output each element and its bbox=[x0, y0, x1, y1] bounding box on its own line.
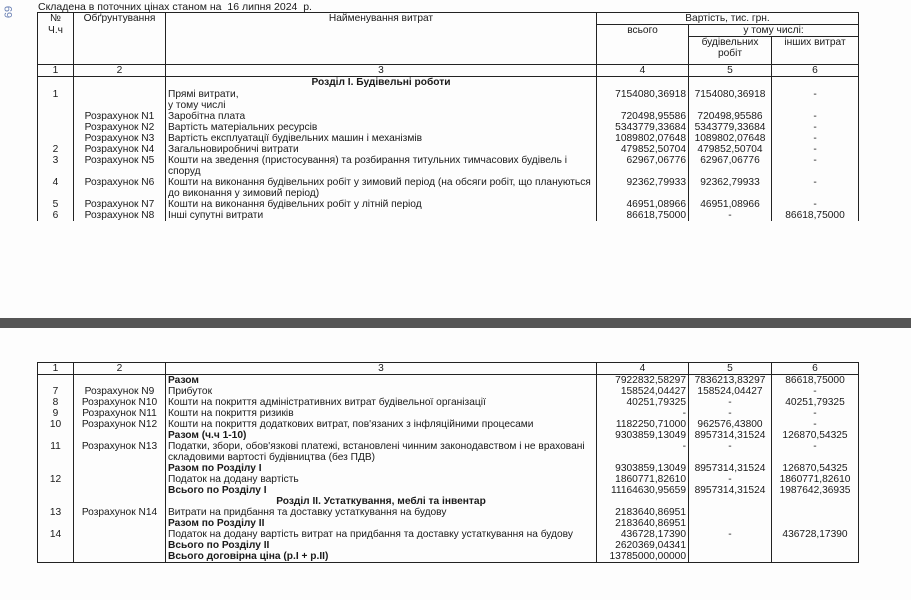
row-number bbox=[38, 496, 74, 507]
row-construction bbox=[689, 551, 772, 563]
row-basis bbox=[74, 89, 166, 100]
margin-handwritten-number: 69 bbox=[3, 5, 16, 19]
row-total: 5343779,33684 bbox=[597, 122, 689, 133]
row-number: 14 bbox=[38, 529, 74, 540]
row-total: 92362,79933 bbox=[597, 177, 689, 199]
col-number-1: 1 bbox=[38, 65, 74, 77]
row-number bbox=[38, 551, 74, 563]
row-name: Витрати на придбання та доставку устаткування на будову bbox=[166, 507, 597, 518]
row-other: - bbox=[772, 199, 859, 210]
row-total: 7922832,58297 bbox=[597, 375, 689, 387]
row-construction: 8957314,31524 bbox=[689, 485, 772, 496]
row-basis bbox=[74, 375, 166, 387]
table-row bbox=[38, 463, 859, 474]
row-number bbox=[38, 430, 74, 441]
section-1-title: Розділ І. Будівельні роботи bbox=[166, 77, 597, 89]
row-number: 6 bbox=[38, 210, 74, 221]
row-other bbox=[772, 518, 859, 529]
table-row bbox=[38, 375, 859, 387]
row-basis: Розрахунок N1 bbox=[74, 111, 166, 122]
col-number-4: 4 bbox=[597, 65, 689, 77]
row-basis: Розрахунок N8 bbox=[74, 210, 166, 221]
row-name: Податок на додану вартість витрат на придбання та доставку устаткування на будову bbox=[166, 529, 597, 540]
row-other: 1860771,82610 bbox=[772, 474, 859, 485]
row-name: Разом по Розділу ІІ bbox=[166, 518, 597, 529]
table-row bbox=[38, 177, 859, 199]
col-number-5: 5 bbox=[689, 65, 772, 77]
table-row bbox=[38, 496, 859, 507]
row-total: 62967,06776 bbox=[597, 155, 689, 177]
row-basis bbox=[74, 518, 166, 529]
row-number bbox=[38, 540, 74, 551]
col-number-6: 6 bbox=[772, 363, 859, 375]
row-number bbox=[38, 133, 74, 144]
row-name: Кошти на покриття ризиків bbox=[166, 408, 597, 419]
row-total: 436728,17390 bbox=[597, 529, 689, 540]
estimate-table-page-1 bbox=[37, 12, 859, 221]
row-total: 158524,04427 bbox=[597, 386, 689, 397]
table-row bbox=[38, 133, 859, 144]
row-total: 7154080,36918 bbox=[597, 89, 689, 100]
row-construction: - bbox=[689, 408, 772, 419]
row-total: 1860771,82610 bbox=[597, 474, 689, 485]
row-name: Кошти на виконання будівельних робіт у зимовий період (на обсяги робіт, що плануються до виконання у зимовий період) bbox=[166, 177, 597, 199]
row-name: Всього по Розділу ІІ bbox=[166, 540, 597, 551]
row-total: 13785000,00000 bbox=[597, 551, 689, 563]
row-number: 7 bbox=[38, 386, 74, 397]
row-basis: Розрахунок N5 bbox=[74, 155, 166, 177]
header-other: інших витрат bbox=[772, 37, 859, 65]
table-row bbox=[38, 155, 859, 177]
row-basis bbox=[74, 485, 166, 496]
row-name: Заробітна плата bbox=[166, 111, 597, 122]
row-construction bbox=[689, 100, 772, 111]
row-other: 126870,54325 bbox=[772, 463, 859, 474]
row-basis bbox=[74, 540, 166, 551]
row-total: 1089802,07648 bbox=[597, 133, 689, 144]
row-basis: Розрахунок N4 bbox=[74, 144, 166, 155]
table-row bbox=[38, 397, 859, 408]
row-name: Розділ ІІ. Устаткування, меблі та інвентар bbox=[166, 496, 597, 507]
row-number: 8 bbox=[38, 397, 74, 408]
row-number bbox=[38, 111, 74, 122]
row-total: 86618,75000 bbox=[597, 210, 689, 221]
row-basis: Розрахунок N7 bbox=[74, 199, 166, 210]
table-row bbox=[38, 122, 859, 133]
row-total: 9303859,13049 bbox=[597, 463, 689, 474]
header-cost: Вартість, тис. грн. bbox=[597, 13, 859, 25]
document-caption: Складена в поточних цінах станом на 16 липня 2024 р. bbox=[38, 1, 312, 13]
header-construction: будівельних робіт bbox=[689, 37, 772, 65]
row-name: Кошти на покриття додаткових витрат, пов'язаних з інфляційними процесами bbox=[166, 419, 597, 430]
row-name: у тому числі bbox=[166, 100, 597, 111]
header-including: у тому числі: bbox=[689, 25, 859, 37]
row-total: 2183640,86951 bbox=[597, 518, 689, 529]
col-number-3: 3 bbox=[166, 65, 597, 77]
row-number bbox=[38, 485, 74, 496]
row-number: 1 bbox=[38, 89, 74, 100]
row-basis bbox=[74, 463, 166, 474]
row-number: 11 bbox=[38, 441, 74, 463]
table-row bbox=[38, 89, 859, 100]
row-other bbox=[772, 496, 859, 507]
row-name: Разом (ч.ч 1-10) bbox=[166, 430, 597, 441]
row-name: Інші супутні витрати bbox=[166, 210, 597, 221]
row-total: 11164630,95659 bbox=[597, 485, 689, 496]
col-number-1: 1 bbox=[38, 363, 74, 375]
table-row bbox=[38, 144, 859, 155]
row-total: 479852,50704 bbox=[597, 144, 689, 155]
table-row bbox=[38, 518, 859, 529]
row-basis bbox=[74, 474, 166, 485]
table-row bbox=[38, 441, 859, 463]
row-other: 40251,79325 bbox=[772, 397, 859, 408]
row-basis bbox=[74, 496, 166, 507]
estimate-table-page-2 bbox=[37, 362, 859, 563]
row-other: 1987642,36935 bbox=[772, 485, 859, 496]
row-other bbox=[772, 540, 859, 551]
row-number: 2 bbox=[38, 144, 74, 155]
row-construction: 720498,95586 bbox=[689, 111, 772, 122]
header-basis: Обґрунтування bbox=[74, 13, 166, 65]
row-basis: Розрахунок N9 bbox=[74, 386, 166, 397]
table-row bbox=[38, 199, 859, 210]
row-name: Кошти на виконання будівельних робіт у літній період bbox=[166, 199, 597, 210]
row-total: 2183640,86951 bbox=[597, 507, 689, 518]
row-basis: Розрахунок N2 bbox=[74, 122, 166, 133]
col-number-4: 4 bbox=[597, 363, 689, 375]
row-name: Всього договірна ціна (р.І + р.ІІ) bbox=[166, 551, 597, 563]
row-other: - bbox=[772, 386, 859, 397]
row-other: 436728,17390 bbox=[772, 529, 859, 540]
row-name: Разом bbox=[166, 375, 597, 387]
row-name: Прибуток bbox=[166, 386, 597, 397]
row-name: Вартість експлуатації будівельних машин і механізмів bbox=[166, 133, 597, 144]
table-row bbox=[38, 210, 859, 221]
row-name: Загальновиробничі витрати bbox=[166, 144, 597, 155]
table-row bbox=[38, 485, 859, 496]
table-row bbox=[38, 507, 859, 518]
row-name: Кошти на зведення (пристосування) та розбирання титульних тимчасових будівель і споруд bbox=[166, 155, 597, 177]
table-row bbox=[38, 474, 859, 485]
row-number: 13 bbox=[38, 507, 74, 518]
row-basis: Розрахунок N6 bbox=[74, 177, 166, 199]
row-construction bbox=[689, 507, 772, 518]
row-name: Разом по Розділу І bbox=[166, 463, 597, 474]
row-number: 4 bbox=[38, 177, 74, 199]
row-other: - bbox=[772, 144, 859, 155]
row-other: - bbox=[772, 122, 859, 133]
row-name: Прямі витрати, bbox=[166, 89, 597, 100]
row-construction: 8957314,31524 bbox=[689, 463, 772, 474]
row-other bbox=[772, 551, 859, 563]
row-other: - bbox=[772, 133, 859, 144]
row-basis bbox=[74, 100, 166, 111]
row-construction: 92362,79933 bbox=[689, 177, 772, 199]
header-number: № Ч.ч bbox=[38, 13, 74, 65]
table-row bbox=[38, 540, 859, 551]
page-separator bbox=[0, 318, 911, 328]
row-other: - bbox=[772, 177, 859, 199]
row-construction: 158524,04427 bbox=[689, 386, 772, 397]
col-number-6: 6 bbox=[772, 65, 859, 77]
table-row bbox=[38, 386, 859, 397]
row-number bbox=[38, 122, 74, 133]
row-basis bbox=[74, 551, 166, 563]
row-basis bbox=[74, 529, 166, 540]
row-total: 9303859,13049 bbox=[597, 430, 689, 441]
row-total: 46951,08966 bbox=[597, 199, 689, 210]
row-total: 40251,79325 bbox=[597, 397, 689, 408]
row-total: - bbox=[597, 408, 689, 419]
row-number bbox=[38, 518, 74, 529]
row-construction: - bbox=[689, 529, 772, 540]
row-construction: 479852,50704 bbox=[689, 144, 772, 155]
row-name: Всього по Розділу І bbox=[166, 485, 597, 496]
header-total: всього bbox=[597, 25, 689, 65]
col-number-5: 5 bbox=[689, 363, 772, 375]
row-other: - bbox=[772, 89, 859, 100]
row-construction: 62967,06776 bbox=[689, 155, 772, 177]
table-row bbox=[38, 430, 859, 441]
row-basis: Розрахунок N10 bbox=[74, 397, 166, 408]
row-total: 720498,95586 bbox=[597, 111, 689, 122]
row-number: 10 bbox=[38, 419, 74, 430]
table-row bbox=[38, 529, 859, 540]
row-construction: - bbox=[689, 210, 772, 221]
row-name: Податок на додану вартість bbox=[166, 474, 597, 485]
row-construction: 5343779,33684 bbox=[689, 122, 772, 133]
document-page-2 bbox=[0, 328, 911, 600]
row-other: - bbox=[772, 155, 859, 177]
row-construction bbox=[689, 540, 772, 551]
row-basis: Розрахунок N3 bbox=[74, 133, 166, 144]
row-number: 12 bbox=[38, 474, 74, 485]
row-construction: - bbox=[689, 441, 772, 463]
row-number: 3 bbox=[38, 155, 74, 177]
row-total bbox=[597, 496, 689, 507]
row-construction: 7836213,83297 bbox=[689, 375, 772, 387]
row-number bbox=[38, 100, 74, 111]
row-number bbox=[38, 463, 74, 474]
col-number-2: 2 bbox=[74, 363, 166, 375]
row-other: 86618,75000 bbox=[772, 375, 859, 387]
row-number: 9 bbox=[38, 408, 74, 419]
row-other bbox=[772, 507, 859, 518]
row-other: - bbox=[772, 419, 859, 430]
row-other: - bbox=[772, 111, 859, 122]
row-other: - bbox=[772, 408, 859, 419]
row-total bbox=[597, 100, 689, 111]
row-name: Кошти на покриття адміністративних витрат будівельної організації bbox=[166, 397, 597, 408]
row-construction: 7154080,36918 bbox=[689, 89, 772, 100]
table-row bbox=[38, 100, 859, 111]
row-construction: 962576,43800 bbox=[689, 419, 772, 430]
row-basis: Розрахунок N13 bbox=[74, 441, 166, 463]
row-construction bbox=[689, 496, 772, 507]
row-number: 5 bbox=[38, 199, 74, 210]
row-other: 126870,54325 bbox=[772, 430, 859, 441]
row-construction: 1089802,07648 bbox=[689, 133, 772, 144]
row-basis: Розрахунок N14 bbox=[74, 507, 166, 518]
row-number bbox=[38, 375, 74, 387]
row-construction: 8957314,31524 bbox=[689, 430, 772, 441]
row-basis: Розрахунок N12 bbox=[74, 419, 166, 430]
table-row bbox=[38, 111, 859, 122]
row-construction: - bbox=[689, 397, 772, 408]
table-row bbox=[38, 408, 859, 419]
col-number-3: 3 bbox=[166, 363, 597, 375]
row-name: Вартість матеріальних ресурсів bbox=[166, 122, 597, 133]
col-number-2: 2 bbox=[74, 65, 166, 77]
row-construction: - bbox=[689, 474, 772, 485]
table-row bbox=[38, 551, 859, 563]
table-row bbox=[38, 419, 859, 430]
row-basis: Розрахунок N11 bbox=[74, 408, 166, 419]
row-construction bbox=[689, 518, 772, 529]
row-other: 86618,75000 bbox=[772, 210, 859, 221]
row-basis bbox=[74, 430, 166, 441]
header-name: Найменування витрат bbox=[166, 13, 597, 65]
row-construction: 46951,08966 bbox=[689, 199, 772, 210]
row-total: 2620369,04341 bbox=[597, 540, 689, 551]
row-other: - bbox=[772, 441, 859, 463]
row-total: - bbox=[597, 441, 689, 463]
row-total: 1182250,71000 bbox=[597, 419, 689, 430]
row-other bbox=[772, 100, 859, 111]
row-name: Податки, збори, обов'язкові платежі, встановлені чинним законодавством і не враховані складовими вартості будівництва (без ПДВ) bbox=[166, 441, 597, 463]
